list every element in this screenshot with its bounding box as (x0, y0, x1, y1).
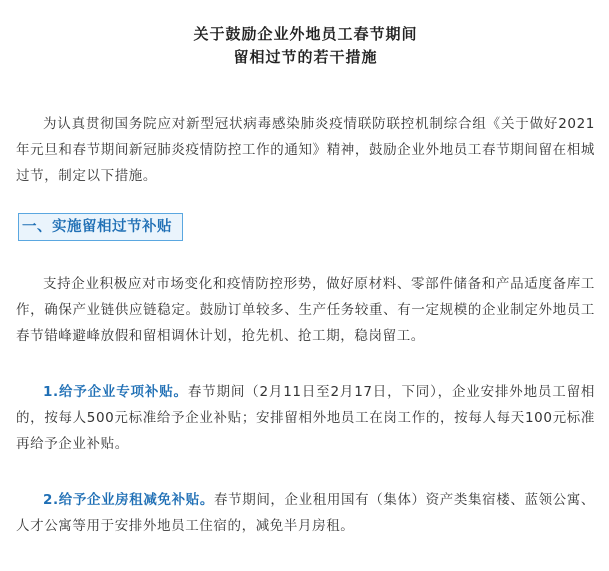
intro-paragraph: 为认真贯彻国务院应对新型冠状病毒感染肺炎疫情联防联控机制综合组《关于做好2021年元旦和春节期间新冠肺炎疫情防控工作的通知》精神，鼓励企业外地员工春节期间留在相城过节，制定以下措施。 (16, 116, 595, 184)
item-2-heading: 2.给予企业房租减免补贴。 (43, 492, 214, 508)
support-paragraph: 支持企业积极应对市场变化和疫情防控形势，做好原材料、零部件储备和产品适度备库工作，确保产业链供应链稳定。鼓励订单较多、生产任务较重、有一定规模的企业制定外地员工春节错峰避峰放假和留相调休计划，抢先机、抢工期，稳岗留工。 (16, 276, 595, 344)
item-1-paragraph (16, 379, 595, 457)
item-1-heading: 1.给予企业专项补贴。 (43, 384, 188, 400)
item-2-body: 春节期间，企业租用国有（集体）资产类集宿楼、蓝领公寓、人才公寓等用于安排外地员工住宿的，减免半月房租。 (16, 492, 596, 534)
item-1-body: 春节期间（2月11日至2月17日，下同），企业安排外地员工留相的，按每人500元标准给予企业补贴；安排留相外地员工在岗工作的，按每人每天100元标准再给予企业补贴。 (16, 384, 595, 452)
article-title (16, 0, 595, 69)
item-2-paragraph (16, 487, 595, 539)
section-heading-subsidy: 一、实施留相过节补贴 (18, 213, 183, 241)
title-line-1: 关于鼓励企业外地员工春节期间 (193, 25, 418, 43)
title-line-2: 留相过节的若干措施 (233, 48, 378, 66)
